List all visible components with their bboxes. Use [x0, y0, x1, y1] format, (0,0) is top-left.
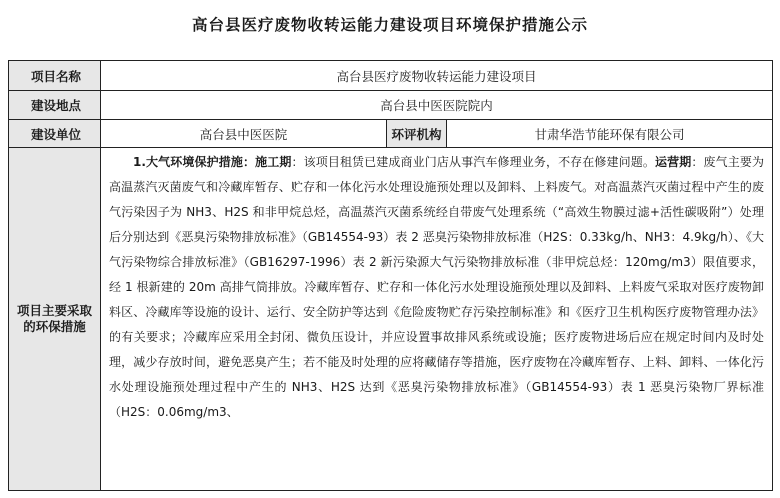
- info-table: [8, 60, 773, 491]
- eia-label: 环评机构: [387, 120, 447, 148]
- table-row: [9, 148, 773, 491]
- measures-label-text: 项目主要采取的环保措施: [16, 303, 92, 334]
- construction-text: ：该项目租赁已建成商业门店从事汽车修理业务，不存在修建问题。: [291, 155, 656, 169]
- location-value: 高台县中医医院院内: [101, 91, 773, 120]
- operation-text: ：废气主要为高温蒸汽灭菌废气和冷藏库暂存、贮存和一体化污水处理设施预处理以及卸料、上料废气。对高温蒸汽灭菌过程中产生的废气污染因子为 NH3、H2S 和非甲烷总烃，高温蒸汽灭菌系统经自带废气处理系统（“高效生物膜过滤+活性碳吸附”）处理后分别达到《恶臭污染物排放标准》（GB14554-93）表 2 恶臭污染物排放标准（H2S：0.33kg/h、NH3：4.9kg/h）、《大气污染物综合排放标准》（GB16297-1996）表 2 新污染源大气污染物排放标准（非甲烷总烃：120mg/m3）限值要求，经 1 根新建的 20m 高排气筒排放。冷藏库暂存、贮存和一体化污水处理设施预处理以及卸料、上料废气采取对医疗废物卸料区、冷藏库等设施的设计、运行、安全防护等达到《危险废物贮存污染控制标准》和《医疗卫生机构医疗废物管理办法》的有关要求；冷藏库应采用全封闭、微负压设计，并应设置事故排风系统或设施；医疗废物进场后应在规定时间内及时处理，减少存放时间，避免恶臭产生；若不能及时处理的应将藏储存等措施，医疗废物在冷藏库暂存、上料、卸料、一体化污水处理设施预处理过程中产生的 NH3、H2S 达到《恶臭污染物排放标准》（GB14554-93）表 1 恶臭污染物厂界标准（H2S：0.06mg/m3、: [109, 155, 765, 419]
- location-label: 建设地点: [9, 91, 101, 120]
- table-row: [9, 61, 773, 91]
- measures-label: [9, 148, 101, 491]
- unit-label: 建设单位: [9, 120, 101, 148]
- table-row: [9, 91, 773, 120]
- project-name-label: 项目名称: [9, 61, 101, 91]
- unit-value: 高台县中医医院: [101, 120, 387, 148]
- eia-value: 甘肃华浩节能环保有限公司: [447, 120, 773, 148]
- table-row: [9, 120, 773, 148]
- measures-content: [101, 148, 773, 491]
- construction-label: 施工期: [255, 155, 292, 169]
- project-name-value: 高台县医疗废物收转运能力建设项目: [101, 61, 773, 91]
- measures-heading-sep: ：: [242, 155, 256, 169]
- measures-heading: 1.大气环境保护措施: [133, 155, 243, 169]
- operation-label: 运营期: [655, 155, 692, 169]
- page-title: 高台县医疗废物收转运能力建设项目环境保护措施公示: [191, 16, 588, 34]
- measures-text-block: [109, 148, 764, 490]
